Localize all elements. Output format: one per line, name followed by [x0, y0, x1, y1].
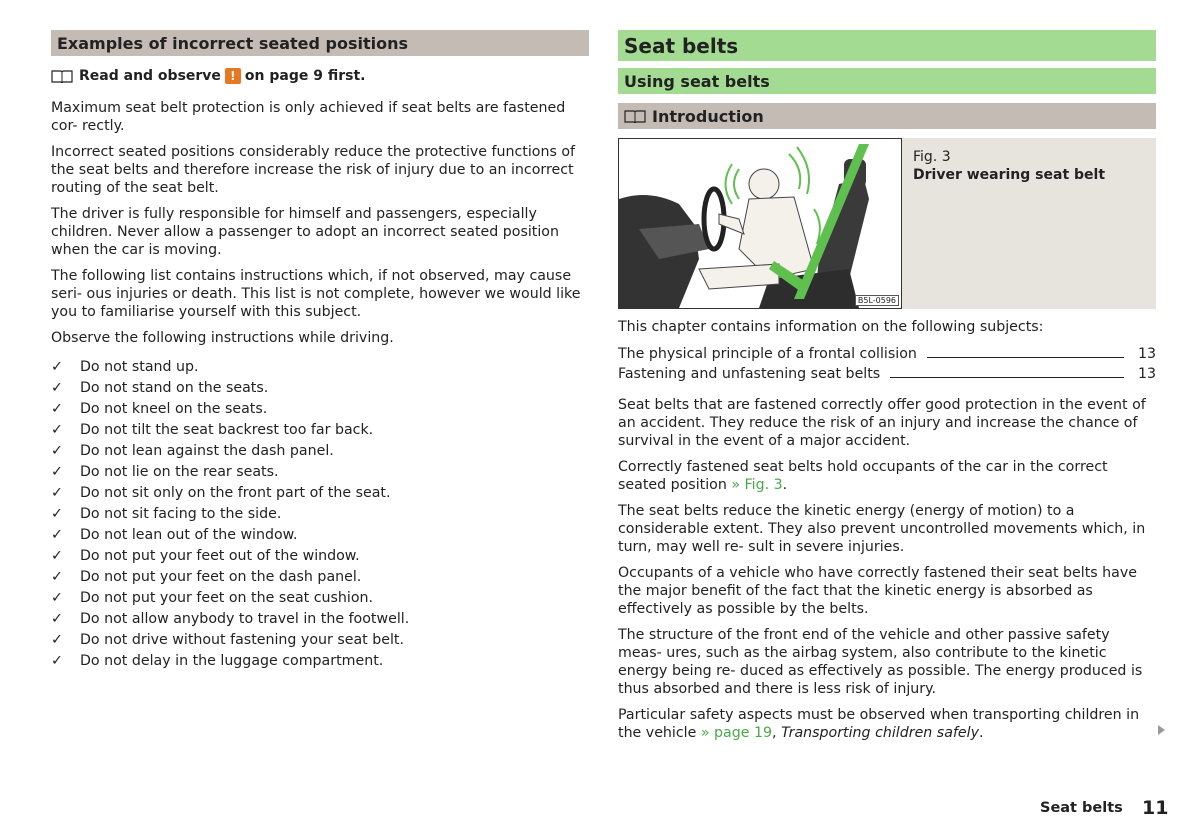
read-observe-post: on page 9 first. [244, 68, 366, 84]
subsection-heading: Introduction [618, 103, 1156, 129]
section-heading: Examples of incorrect seated positions [51, 30, 589, 56]
list-item: ✓ Do not stand up. [51, 357, 589, 378]
right-column [618, 30, 1156, 742]
book-icon [51, 69, 73, 83]
paragraph: The seat belts reduce the kinetic energy (energy of motion) to a considerable extent. They also prevent uncontrolled movements which, in turn, may well re- sult in severe injuries. [618, 503, 1146, 555]
toc-row[interactable]: The physical principle of a frontal collision 13 [618, 346, 1156, 362]
paragraph: Seat belts that are fastened correctly offer good protection in the event of an accident. They reduce the risk of an injury and increase the chance of survival in the event of a major accident. [618, 397, 1146, 449]
list-item: ✓ Do not lie on the rear seats. [51, 462, 589, 483]
table-of-contents [618, 344, 1156, 384]
paragraph: Maximum seat belt protection is only achieved if seat belts are fastened cor- rectly. [51, 100, 566, 134]
figure-link[interactable]: » Fig. 3 [731, 477, 783, 493]
list-item: ✓ Do not delay in the luggage compartment. [51, 651, 589, 672]
check-icon: ✓ [51, 506, 63, 522]
check-icon: ✓ [51, 548, 63, 564]
left-column [51, 30, 589, 672]
check-icon: ✓ [51, 443, 63, 459]
check-icon: ✓ [51, 422, 63, 438]
paragraph: The structure of the front end of the vehicle and other passive safety meas- ures, such as the airbag system, also contribute to the kinetic energy being re- duced as effectively as possible. The energy produced is thus absorbed and there is less risk of injury. [618, 627, 1143, 697]
list-item: ✓ Do not put your feet on the dash panel. [51, 567, 589, 588]
section-heading: Using seat belts [618, 68, 1156, 94]
footer-section: Seat belts [1040, 800, 1123, 816]
paragraph: Occupants of a vehicle who have correctly fastened their seat belts have the major benefit of the fact that the kinetic energy is absorbed as effectively as possible by the belts. [618, 565, 1137, 617]
list-item: ✓ Do not kneel on the seats. [51, 399, 589, 420]
warning-icon: ! [225, 68, 241, 84]
paragraph: Incorrect seated positions considerably reduce the protective functions of the seat belts and therefore increase the risk of injury due to an incorrect routing of the seat belt. [51, 144, 576, 196]
check-icon: ✓ [51, 359, 63, 375]
paragraph: Particular safety aspects must be observed when transporting children in the vehicle » page 19, Transporting children safely. [618, 707, 1140, 741]
check-icon: ✓ [51, 590, 63, 606]
read-observe-pre: Read and observe [79, 68, 221, 84]
list-item: ✓ Do not tilt the seat backrest too far back. [51, 420, 589, 441]
figure-caption [902, 138, 1156, 309]
check-icon: ✓ [51, 653, 63, 669]
book-icon [624, 109, 646, 123]
list-item: ✓ Do not drive without fastening your seat belt. [51, 630, 589, 651]
continue-arrow-icon [1158, 725, 1165, 735]
figure-code: B5L-0596 [855, 295, 899, 306]
instruction-list [51, 357, 589, 672]
list-item: ✓ Do not stand on the seats. [51, 378, 589, 399]
list-item: ✓ Do not sit only on the front part of the seat. [51, 483, 589, 504]
check-icon: ✓ [51, 485, 63, 501]
check-icon: ✓ [51, 527, 63, 543]
list-item: ✓ Do not sit facing to the side. [51, 504, 589, 525]
paragraph: Observe the following instructions while driving. [51, 330, 394, 346]
check-icon: ✓ [51, 611, 63, 627]
list-item: ✓ Do not allow anybody to travel in the footwell. [51, 609, 589, 630]
figure-label: Fig. 3 [913, 149, 951, 165]
read-observe-note [51, 66, 589, 86]
list-item: ✓ Do not lean out of the window. [51, 525, 589, 546]
page-link[interactable]: » page 19 [700, 725, 773, 741]
paragraph: The driver is fully responsible for himself and passengers, especially children. Never allow a passenger to adopt an incorrect seated position when the car is moving. [51, 206, 559, 258]
chapter-heading: Seat belts [618, 30, 1156, 61]
paragraph: Correctly fastened seat belts hold occupants of the car in the correct seated position » Fig. 3. [618, 459, 1108, 493]
page-number: 11 [1142, 797, 1169, 819]
toc-row[interactable]: Fastening and unfastening seat belts 13 [618, 366, 1156, 382]
figure [618, 138, 1156, 309]
list-item: ✓ Do not put your feet on the seat cushion. [51, 588, 589, 609]
check-icon: ✓ [51, 380, 63, 396]
paragraph: The following list contains instructions which, if not observed, may cause seri- ous injuries or death. This list is not complete, however we would like you to familiarise yourself with this subject. [51, 268, 581, 320]
driver-seatbelt-illustration [619, 139, 901, 308]
check-icon: ✓ [51, 464, 63, 480]
check-icon: ✓ [51, 401, 63, 417]
figure-image [618, 138, 902, 309]
intro-text: This chapter contains information on the following subjects: [618, 319, 1044, 335]
list-item: ✓ Do not lean against the dash panel. [51, 441, 589, 462]
check-icon: ✓ [51, 569, 63, 585]
list-item: ✓ Do not put your feet out of the window. [51, 546, 589, 567]
figure-title: Driver wearing seat belt [913, 167, 1106, 183]
check-icon: ✓ [51, 632, 63, 648]
